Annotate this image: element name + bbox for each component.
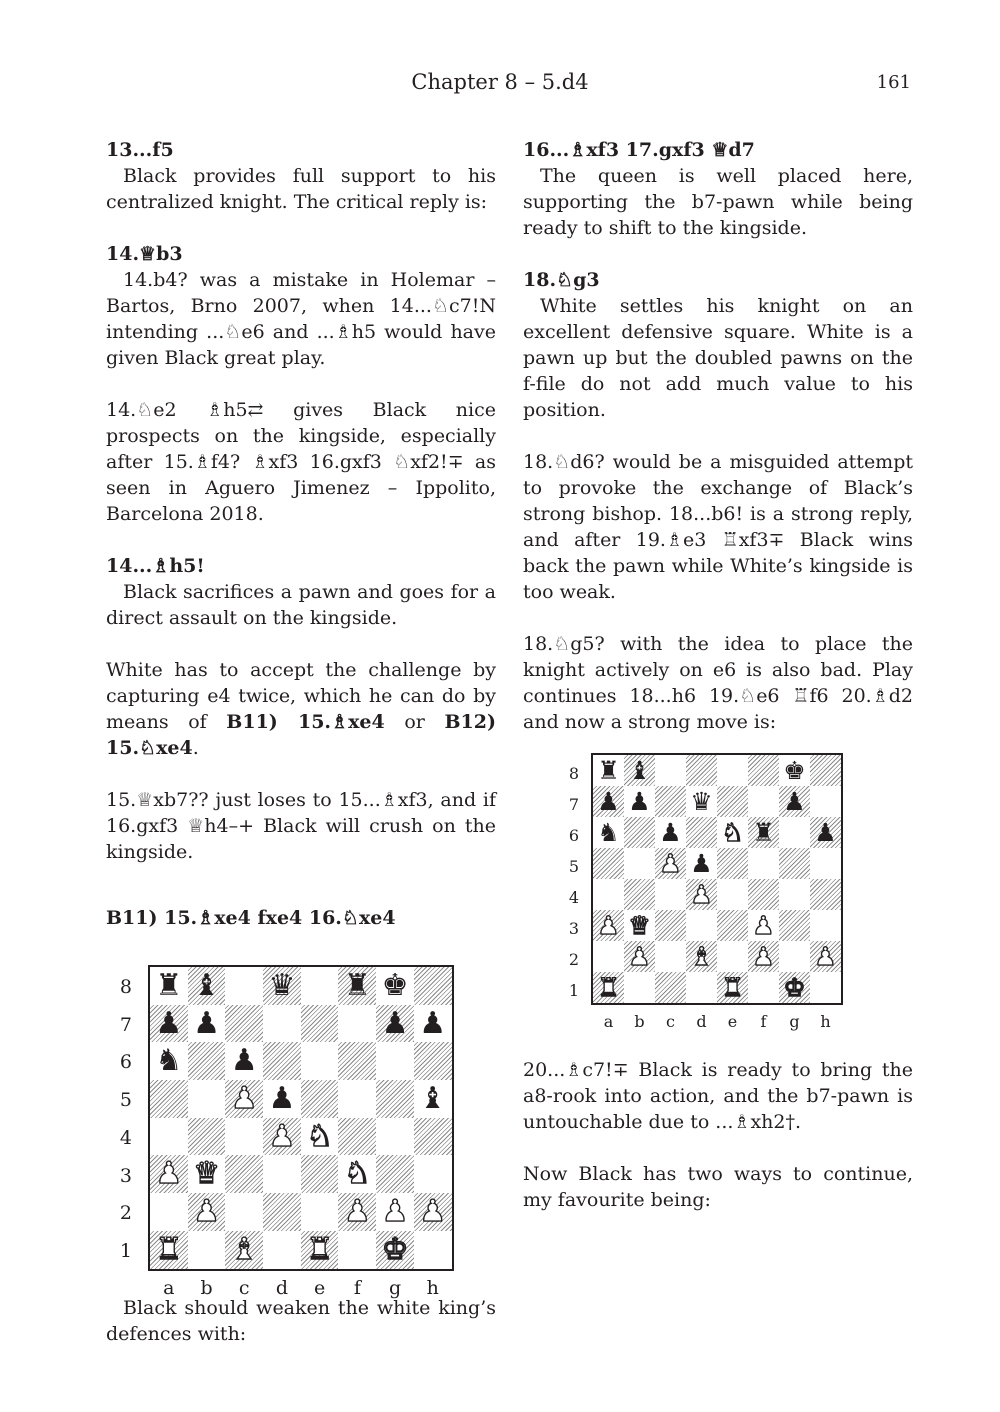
square-g4 — [376, 1118, 414, 1156]
square-e7 — [301, 1005, 339, 1043]
square-c3 — [225, 1155, 263, 1193]
move-heading: 13...f5 — [106, 139, 174, 161]
square-h2 — [414, 1193, 452, 1231]
square-b2 — [624, 941, 655, 972]
square-a6 — [593, 817, 624, 848]
black-bishop-icon: ♝ — [628, 756, 651, 785]
paragraph — [106, 657, 496, 761]
square-c3 — [655, 910, 686, 941]
file-label: c — [666, 1012, 675, 1031]
square-a7 — [150, 1005, 188, 1043]
square-d5 — [686, 848, 717, 879]
white-pawn-icon: ♟ — [343, 1194, 371, 1230]
square-h1 — [414, 1231, 452, 1269]
square-b4 — [624, 879, 655, 910]
square-g8 — [779, 755, 810, 786]
paragraph: 14.♘e2 ♗h5⇄ gives Black nice prospects on the kingside, especially after 15.♗f4? ♗xf3 16.gxf3 ♘xf2!∓ as seen in Aguero Jimenez – Ippolito, Barcelona 2018. — [106, 399, 496, 525]
square-h6 — [414, 1042, 452, 1080]
black-pawn-icon: ♟ — [690, 849, 713, 878]
file-label: e — [727, 1012, 738, 1031]
square-e4 — [717, 879, 748, 910]
square-h3 — [810, 910, 841, 941]
white-pawn-icon: ♟ — [659, 849, 682, 878]
square-c8 — [655, 755, 686, 786]
black-pawn-icon: ♟ — [193, 1005, 220, 1041]
move-heading: 14.♕b3 — [106, 243, 183, 265]
chapter-title: Chapter 8 – 5.d4 — [411, 70, 589, 94]
black-knight-icon: ♞ — [155, 1043, 183, 1079]
square-e1 — [717, 972, 748, 1003]
square-f6 — [338, 1042, 376, 1080]
file-label: b — [634, 1012, 645, 1031]
file-label: h — [426, 1276, 439, 1299]
rank-label: 2 — [568, 949, 579, 969]
square-g2 — [376, 1193, 414, 1231]
square-d1 — [263, 1231, 301, 1269]
square-e6 — [717, 817, 748, 848]
square-f5 — [338, 1080, 376, 1118]
square-g8 — [376, 967, 414, 1005]
black-rook-icon: ♜ — [752, 818, 775, 847]
square-c6 — [225, 1042, 263, 1080]
paragraph: 15.♕xb7?? just loses to 15...♗xf3, and if 16.gxf3 ♕h4–+ Black will crush on the kingside. — [106, 789, 496, 863]
black-pawn-icon: ♟ — [155, 1005, 183, 1041]
rank-label: 1 — [568, 980, 579, 1000]
square-c6 — [655, 817, 686, 848]
square-a1 — [150, 1231, 188, 1269]
square-f4 — [338, 1118, 376, 1156]
chess-diagram-1 — [106, 931, 496, 1299]
black-pawn-icon: ♟ — [783, 787, 806, 816]
square-e1 — [301, 1231, 339, 1269]
square-f1 — [338, 1231, 376, 1269]
square-b8 — [624, 755, 655, 786]
square-c4 — [225, 1118, 263, 1156]
square-b3 — [188, 1155, 226, 1193]
file-label: d — [275, 1276, 289, 1299]
square-h2 — [810, 941, 841, 972]
white-king-icon: ♚ — [381, 1231, 409, 1267]
square-a2 — [593, 941, 624, 972]
square-g5 — [376, 1080, 414, 1118]
square-a4 — [150, 1118, 188, 1156]
white-rook-icon: ♜ — [306, 1231, 334, 1267]
square-a7 — [593, 786, 624, 817]
black-rook-icon: ♜ — [597, 756, 620, 785]
rank-label: 2 — [119, 1202, 132, 1225]
file-label: e — [314, 1276, 326, 1299]
square-g6 — [779, 817, 810, 848]
square-g7 — [779, 786, 810, 817]
square-h5 — [414, 1080, 452, 1118]
black-queen-icon: ♛ — [268, 967, 296, 1003]
white-bishop-icon: ♝ — [690, 942, 713, 971]
white-bishop-icon: ♝ — [230, 1231, 258, 1267]
square-g1 — [779, 972, 810, 1003]
square-c4 — [655, 879, 686, 910]
rank-label: 6 — [119, 1051, 132, 1074]
black-knight-icon: ♞ — [597, 818, 620, 847]
paragraph: 18.♘g5? with the idea to place the knight actively on e6 is also bad. Play continues 18...h6 19.♘e6 ♖f6 20.♗d2 and now a strong move is: — [523, 633, 913, 733]
square-a3 — [593, 910, 624, 941]
square-a8 — [593, 755, 624, 786]
rank-label: 7 — [568, 794, 579, 814]
paragraph: Now Black has two ways to continue, my favourite being: — [523, 1163, 913, 1211]
black-bishop-icon: ♝ — [193, 967, 220, 1003]
square-h7 — [810, 786, 841, 817]
file-label: h — [820, 1012, 831, 1031]
black-pawn-icon: ♟ — [659, 818, 682, 847]
square-c7 — [655, 786, 686, 817]
white-king-icon: ♚ — [783, 973, 806, 1002]
square-d6 — [686, 817, 717, 848]
square-a6 — [150, 1042, 188, 1080]
white-knight-icon: ♞ — [306, 1118, 334, 1154]
black-pawn-icon: ♟ — [419, 1005, 447, 1041]
square-c7 — [225, 1005, 263, 1043]
move-heading: 14...♗h5! — [106, 555, 205, 577]
square-e3 — [717, 910, 748, 941]
white-pawn-icon: ♟ — [419, 1194, 447, 1230]
file-label: b — [200, 1276, 213, 1299]
square-g5 — [779, 848, 810, 879]
square-e7 — [717, 786, 748, 817]
black-rook-icon: ♜ — [343, 967, 371, 1003]
white-pawn-icon: ♟ — [268, 1118, 296, 1154]
paragraph: Black sacrifices a pawn and goes for a direct assault on the kingside. — [106, 581, 496, 629]
square-d3 — [263, 1155, 301, 1193]
file-label: a — [603, 1012, 614, 1031]
square-f2 — [748, 941, 779, 972]
square-b8 — [188, 967, 226, 1005]
rank-label: 5 — [568, 856, 579, 876]
square-h8 — [414, 967, 452, 1005]
square-c1 — [225, 1231, 263, 1269]
black-king-icon: ♚ — [783, 756, 806, 785]
black-pawn-icon: ♟ — [814, 818, 837, 847]
black-queen-icon: ♛ — [690, 787, 713, 816]
page-header — [0, 70, 1000, 100]
file-label: a — [163, 1276, 175, 1299]
square-b7 — [624, 786, 655, 817]
square-b6 — [188, 1042, 226, 1080]
square-d1 — [686, 972, 717, 1003]
rank-label: 4 — [568, 887, 579, 907]
square-b2 — [188, 1193, 226, 1231]
square-h3 — [414, 1155, 452, 1193]
square-g3 — [376, 1155, 414, 1193]
square-b5 — [624, 848, 655, 879]
square-d7 — [686, 786, 717, 817]
white-rook-icon: ♜ — [155, 1231, 183, 1267]
square-h8 — [810, 755, 841, 786]
square-g6 — [376, 1042, 414, 1080]
square-f3 — [338, 1155, 376, 1193]
black-king-icon: ♚ — [381, 967, 409, 1003]
rank-label: 6 — [568, 825, 579, 845]
black-pawn-icon: ♟ — [230, 1043, 258, 1079]
text: or — [384, 711, 445, 733]
square-h4 — [810, 879, 841, 910]
square-g7 — [376, 1005, 414, 1043]
square-a3 — [150, 1155, 188, 1193]
paragraph: 20...♗c7!∓ Black is ready to bring the a8-rook into action, and the b7-pawn is untouchable due to ...♗xh2†. — [523, 1059, 913, 1133]
square-e2 — [301, 1193, 339, 1231]
file-label: d — [696, 1012, 707, 1031]
square-a5 — [150, 1080, 188, 1118]
black-pawn-icon: ♟ — [381, 1005, 409, 1041]
square-d5 — [263, 1080, 301, 1118]
square-h7 — [414, 1005, 452, 1043]
left-column — [106, 137, 496, 1347]
square-b1 — [188, 1231, 226, 1269]
square-e6 — [301, 1042, 339, 1080]
square-f1 — [748, 972, 779, 1003]
rank-label: 3 — [119, 1164, 132, 1187]
rank-label: 1 — [119, 1239, 132, 1262]
square-d3 — [686, 910, 717, 941]
square-d6 — [263, 1042, 301, 1080]
rank-label: 8 — [568, 763, 579, 783]
square-h5 — [810, 848, 841, 879]
square-f3 — [748, 910, 779, 941]
file-label: f — [760, 1012, 767, 1031]
white-pawn-icon: ♟ — [155, 1156, 183, 1192]
square-e5 — [301, 1080, 339, 1118]
rank-label: 8 — [119, 976, 132, 999]
square-b3 — [624, 910, 655, 941]
paragraph: White settles his knight on an excellent defensive square. White is a pawn up but the doubled pawns on the f-file do not add much value to his position. — [523, 295, 913, 421]
white-pawn-icon: ♟ — [814, 942, 837, 971]
square-f7 — [748, 786, 779, 817]
square-h4 — [414, 1118, 452, 1156]
square-d2 — [686, 941, 717, 972]
paragraph: Black should weaken the white king’s defences with: — [106, 1297, 496, 1345]
square-h1 — [810, 972, 841, 1003]
rank-label: 5 — [119, 1089, 132, 1112]
chess-board — [148, 965, 454, 1271]
rank-label: 4 — [119, 1126, 132, 1149]
square-e5 — [717, 848, 748, 879]
square-f2 — [338, 1193, 376, 1231]
square-d8 — [686, 755, 717, 786]
square-f6 — [748, 817, 779, 848]
square-d8 — [263, 967, 301, 1005]
square-h6 — [810, 817, 841, 848]
white-knight-icon: ♞ — [721, 818, 744, 847]
paragraph: The queen is well placed here, supporting the b7-pawn while being ready to shift to the kingside. — [523, 165, 913, 239]
square-a5 — [593, 848, 624, 879]
square-d4 — [263, 1118, 301, 1156]
rank-label: 3 — [568, 918, 579, 938]
square-a4 — [593, 879, 624, 910]
square-b1 — [624, 972, 655, 1003]
square-g1 — [376, 1231, 414, 1269]
square-b5 — [188, 1080, 226, 1118]
rank-label: 7 — [119, 1013, 132, 1036]
white-queen-icon: ♛ — [628, 911, 651, 940]
square-g3 — [779, 910, 810, 941]
square-g4 — [779, 879, 810, 910]
white-rook-icon: ♜ — [721, 973, 744, 1002]
white-pawn-icon: ♟ — [193, 1194, 220, 1230]
right-column — [523, 137, 913, 1213]
file-label: g — [388, 1276, 402, 1299]
square-e8 — [717, 755, 748, 786]
square-d4 — [686, 879, 717, 910]
square-f7 — [338, 1005, 376, 1043]
square-e8 — [301, 967, 339, 1005]
file-label: c — [238, 1276, 250, 1299]
square-a1 — [593, 972, 624, 1003]
square-e3 — [301, 1155, 339, 1193]
square-f5 — [748, 848, 779, 879]
text: . — [192, 737, 199, 759]
square-d2 — [263, 1193, 301, 1231]
white-pawn-icon: ♟ — [752, 942, 775, 971]
move-heading: 16...♗xf3 17.gxf3 ♕d7 — [523, 139, 755, 161]
square-f4 — [748, 879, 779, 910]
square-e4 — [301, 1118, 339, 1156]
square-b6 — [624, 817, 655, 848]
page-number: 161 — [876, 72, 911, 93]
diagram-title: B11) 15.♗xe4 fxe4 16.♘xe4 — [106, 907, 396, 929]
variation-b11: B11) 15.♗xe4 — [226, 711, 385, 733]
black-pawn-icon: ♟ — [268, 1080, 296, 1116]
square-c5 — [655, 848, 686, 879]
square-c5 — [225, 1080, 263, 1118]
paragraph: 14.b4? was a mistake in Holemar – Bartos, Brno 2007, when 14...♘c7!N intending ...♘e6 and ...♗h5 would have given Black great play. — [106, 269, 496, 369]
white-pawn-icon: ♟ — [628, 942, 651, 971]
white-knight-icon: ♞ — [343, 1156, 371, 1192]
file-label: g — [789, 1012, 800, 1031]
square-c2 — [655, 941, 686, 972]
square-c2 — [225, 1193, 263, 1231]
square-a8 — [150, 967, 188, 1005]
square-b7 — [188, 1005, 226, 1043]
white-pawn-icon: ♟ — [597, 911, 620, 940]
chess-board — [591, 753, 843, 1005]
black-bishop-icon: ♝ — [419, 1080, 447, 1116]
variation-b12: B12) 15.♘xe4 — [106, 711, 496, 759]
white-pawn-icon: ♟ — [690, 880, 713, 909]
square-f8 — [338, 967, 376, 1005]
square-f8 — [748, 755, 779, 786]
square-c8 — [225, 967, 263, 1005]
square-b4 — [188, 1118, 226, 1156]
black-pawn-icon: ♟ — [628, 787, 651, 816]
paragraph: 18.♘d6? would be a misguided attempt to provoke the exchange of Black’s strong bishop. 18...b6! is a strong reply, and after 19.♗e3 ♖xf3∓ Black wins back the pawn while White’s kingside is too weak. — [523, 451, 913, 603]
black-pawn-icon: ♟ — [597, 787, 620, 816]
chess-diagram-2 — [523, 735, 913, 1057]
square-c1 — [655, 972, 686, 1003]
white-pawn-icon: ♟ — [230, 1080, 258, 1116]
square-e2 — [717, 941, 748, 972]
square-d7 — [263, 1005, 301, 1043]
text: White has to accept the challenge by capturing e4 twice, which he can do by means of — [106, 659, 496, 733]
paragraph: Black provides full support to his centralized knight. The critical reply is: — [106, 165, 496, 213]
white-pawn-icon: ♟ — [381, 1194, 409, 1230]
white-rook-icon: ♜ — [597, 973, 620, 1002]
file-label: f — [353, 1276, 361, 1299]
square-g2 — [779, 941, 810, 972]
white-queen-icon: ♛ — [193, 1156, 220, 1192]
white-pawn-icon: ♟ — [752, 911, 775, 940]
square-a2 — [150, 1193, 188, 1231]
black-rook-icon: ♜ — [155, 967, 183, 1003]
move-heading: 18.♘g3 — [523, 269, 600, 291]
